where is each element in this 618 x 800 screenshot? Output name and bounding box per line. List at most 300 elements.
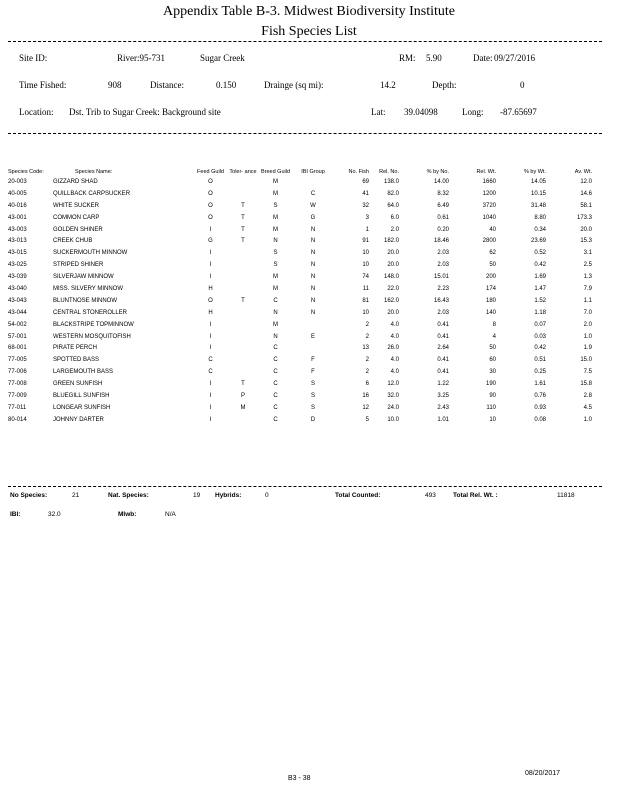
no-fish-cell: 5 bbox=[365, 416, 369, 423]
no-fish-cell: 41 bbox=[362, 190, 369, 197]
feed-guild-cell: O bbox=[208, 190, 213, 197]
av-wt-cell: 1.9 bbox=[583, 345, 592, 352]
species-code-cell: 43-040 bbox=[8, 285, 27, 292]
tolerance-cell: P bbox=[240, 392, 245, 399]
table-header-row bbox=[8, 146, 592, 176]
rel-no-cell: 22.0 bbox=[387, 285, 399, 292]
depth-value: 0 bbox=[520, 80, 525, 90]
pct-by-no-cell: 3.25 bbox=[437, 392, 449, 399]
miwb-value: N/A bbox=[165, 511, 176, 518]
no-fish-cell: 16 bbox=[362, 392, 369, 399]
species-name-cell: STRIPED SHINER bbox=[53, 262, 104, 269]
rel-wt-cell: 1200 bbox=[482, 190, 496, 197]
pct-by-wt-cell: 1.69 bbox=[534, 274, 546, 281]
feed-guild-cell: I bbox=[209, 416, 212, 423]
breed-guild-cell: S bbox=[273, 250, 278, 257]
rel-no-cell: 4.0 bbox=[390, 321, 399, 328]
species-name-cell: COMMON CARP bbox=[53, 214, 100, 221]
species-name-cell: LARGEMOUTH BASS bbox=[53, 369, 114, 376]
species-code-cell: 40-005 bbox=[8, 190, 27, 197]
species-code-cell: 43-001 bbox=[8, 214, 27, 221]
ibi-group-cell: D bbox=[310, 416, 316, 423]
rm-label: RM: bbox=[399, 53, 416, 63]
ibi-group-cell: N bbox=[310, 297, 316, 304]
ibi-group-cell: N bbox=[310, 309, 316, 316]
no-fish-cell: 81 bbox=[362, 297, 369, 304]
col-header-feed: Feed Guild bbox=[197, 169, 224, 175]
rel-no-cell: 82.0 bbox=[387, 190, 399, 197]
col-header-tolerance: Toler- ance bbox=[229, 169, 257, 175]
ibi-group-cell: N bbox=[310, 285, 316, 292]
no-fish-cell: 11 bbox=[362, 285, 369, 292]
rel-wt-cell: 40 bbox=[489, 226, 496, 233]
ibi-label: IBI: bbox=[10, 511, 21, 518]
drainage-value: 14.2 bbox=[380, 80, 396, 90]
rel-no-cell: 32.0 bbox=[387, 392, 399, 399]
rel-no-cell: 4.0 bbox=[390, 333, 399, 340]
miwb-label: MIwb: bbox=[118, 511, 137, 518]
pct-by-wt-cell: 1.18 bbox=[534, 309, 546, 316]
date-label: Date: bbox=[473, 53, 493, 63]
pct-by-wt-cell: 1.52 bbox=[534, 297, 546, 304]
pct-by-wt-cell: 0.08 bbox=[534, 416, 546, 423]
pct-by-wt-cell: 0.93 bbox=[534, 404, 546, 411]
rel-wt-cell: 180 bbox=[485, 297, 496, 304]
rel-wt-cell: 10 bbox=[489, 416, 496, 423]
tolerance-cell bbox=[228, 271, 258, 283]
feed-guild-cell: O bbox=[208, 297, 213, 304]
col-header-pct-wt: % by Wt. bbox=[523, 169, 546, 175]
tolerance-cell bbox=[228, 354, 258, 366]
tolerance-cell: T bbox=[241, 381, 245, 388]
table-row bbox=[8, 366, 592, 378]
lat-label: Lat: bbox=[371, 107, 386, 117]
rel-no-cell: 2.0 bbox=[390, 226, 399, 233]
ibi-group-cell bbox=[293, 342, 333, 354]
species-name-cell: BLUNTNOSE MINNOW bbox=[53, 297, 118, 304]
species-code-cell: 20-003 bbox=[8, 178, 27, 185]
site-id-value: River:95-731 bbox=[117, 53, 165, 63]
col-header-no-fish: No. Fish bbox=[348, 169, 369, 175]
rel-no-cell: 20.0 bbox=[387, 309, 399, 316]
table-row bbox=[8, 319, 592, 331]
tolerance-cell: T bbox=[241, 226, 245, 233]
col-header-name: Species Name: bbox=[75, 169, 113, 175]
pct-by-wt-cell: 0.03 bbox=[534, 333, 546, 340]
rel-no-cell: 4.0 bbox=[390, 369, 399, 376]
ibi-group-cell: S bbox=[310, 381, 315, 388]
pct-by-wt-cell: 0.42 bbox=[534, 345, 546, 352]
pct-by-wt-cell: 23.69 bbox=[530, 238, 546, 245]
species-code-cell: 77-011 bbox=[8, 404, 27, 411]
ibi-group-cell bbox=[293, 176, 333, 188]
feed-guild-cell: I bbox=[209, 321, 212, 328]
pct-by-no-cell: 8.32 bbox=[437, 190, 449, 197]
table-row bbox=[8, 378, 592, 390]
ibi-group-cell: N bbox=[310, 250, 316, 257]
lat-value: 39.04098 bbox=[404, 107, 438, 117]
drainage-label: Drainge (sq mi): bbox=[264, 80, 324, 90]
location-value: Dst. Trib to Sugar Creek: Background site bbox=[69, 107, 221, 117]
rel-wt-cell: 4 bbox=[492, 333, 496, 340]
feed-guild-cell: H bbox=[208, 309, 213, 316]
tolerance-cell: T bbox=[241, 214, 245, 221]
feed-guild-cell: I bbox=[209, 274, 212, 281]
pct-by-wt-cell: 0.42 bbox=[534, 262, 546, 269]
no-fish-cell: 32 bbox=[362, 202, 369, 209]
site-id-label: Site ID: bbox=[19, 53, 48, 63]
breed-guild-cell: C bbox=[273, 297, 278, 304]
species-code-cell: 80-014 bbox=[8, 416, 27, 423]
col-header-code: Species Code: bbox=[8, 169, 44, 175]
feed-guild-cell: C bbox=[208, 369, 213, 376]
tolerance-cell: T bbox=[241, 202, 245, 209]
species-code-cell: 77-009 bbox=[8, 392, 27, 399]
rel-wt-cell: 50 bbox=[489, 262, 496, 269]
pct-by-wt-cell: 31.48 bbox=[530, 202, 546, 209]
table-row bbox=[8, 390, 592, 402]
species-name-cell: GIZZARD SHAD bbox=[53, 178, 98, 185]
pct-by-no-cell: 1.22 bbox=[437, 381, 449, 388]
breed-guild-cell: M bbox=[273, 274, 278, 281]
feed-guild-cell: C bbox=[208, 357, 213, 364]
pct-by-wt-cell: 0.52 bbox=[534, 250, 546, 257]
pct-by-wt-cell: 1.61 bbox=[534, 381, 546, 388]
col-header-breed: Breed Guild bbox=[260, 169, 291, 175]
no-species-value: 21 bbox=[72, 492, 80, 499]
table-row bbox=[8, 342, 592, 354]
ibi-group-cell: N bbox=[310, 262, 316, 269]
av-wt-cell: 7.0 bbox=[583, 309, 592, 316]
no-fish-cell: 10 bbox=[362, 250, 369, 257]
no-fish-cell: 2 bbox=[365, 369, 369, 376]
table-row bbox=[8, 354, 592, 366]
ibi-group-cell: N bbox=[310, 226, 316, 233]
species-code-cell: 77-008 bbox=[8, 381, 27, 388]
breed-guild-cell: M bbox=[273, 321, 278, 328]
no-species-label: No Species: bbox=[10, 492, 48, 499]
tolerance-cell: T bbox=[241, 238, 245, 245]
ibi-group-cell: N bbox=[310, 274, 316, 281]
pct-by-no-cell: 0.20 bbox=[437, 226, 449, 233]
species-name-cell: CENTRAL STONEROLLER bbox=[53, 309, 128, 316]
feed-guild-cell: I bbox=[209, 226, 212, 233]
species-code-cell: 43-043 bbox=[8, 297, 27, 304]
breed-guild-cell: N bbox=[273, 333, 278, 340]
breed-guild-cell: M bbox=[273, 178, 278, 185]
time-fished-value: 908 bbox=[108, 80, 122, 90]
species-name-cell: GOLDEN SHINER bbox=[53, 226, 103, 233]
feed-guild-cell: I bbox=[209, 262, 212, 269]
rel-no-cell: 148.0 bbox=[383, 274, 399, 281]
rel-wt-cell: 60 bbox=[489, 357, 496, 364]
breed-guild-cell: S bbox=[273, 262, 278, 269]
species-name-cell: PIRATE PERCH bbox=[53, 345, 97, 352]
tolerance-cell bbox=[228, 307, 258, 319]
pct-by-no-cell: 0.61 bbox=[437, 214, 449, 221]
depth-label: Depth: bbox=[432, 80, 457, 90]
species-name-cell: JOHNNY DARTER bbox=[53, 416, 104, 423]
av-wt-cell: 12.0 bbox=[580, 178, 592, 185]
ibi-group-cell: S bbox=[310, 392, 315, 399]
pct-by-no-cell: 2.03 bbox=[437, 309, 449, 316]
pct-by-wt-cell: 1.47 bbox=[534, 285, 546, 292]
rel-wt-cell: 8 bbox=[492, 321, 496, 328]
av-wt-cell: 20.0 bbox=[580, 226, 592, 233]
rel-no-cell: 4.0 bbox=[390, 357, 399, 364]
ibi-group-cell: G bbox=[310, 214, 316, 221]
ibi-group-cell: W bbox=[310, 202, 316, 209]
table-row bbox=[8, 402, 592, 414]
table-row bbox=[8, 259, 592, 271]
hybrids-label: Hybrids: bbox=[215, 492, 242, 499]
total-counted-value: 493 bbox=[425, 492, 436, 499]
table-row bbox=[8, 188, 592, 200]
rel-wt-cell: 2800 bbox=[482, 238, 496, 245]
species-code-cell: 43-039 bbox=[8, 274, 27, 281]
pct-by-wt-cell: 0.76 bbox=[534, 392, 546, 399]
col-header-rel-wt: Rel. Wt. bbox=[476, 169, 496, 175]
av-wt-cell: 2.8 bbox=[583, 392, 592, 399]
av-wt-cell: 3.1 bbox=[583, 250, 592, 257]
species-name-cell: BLUEGILL SUNFISH bbox=[53, 392, 110, 399]
species-name-cell: QUILLBACK CARPSUCKER bbox=[53, 190, 131, 197]
tolerance-cell bbox=[228, 331, 258, 343]
av-wt-cell: 58.1 bbox=[580, 202, 592, 209]
species-name-cell: SILVERJAW MINNOW bbox=[53, 274, 114, 281]
pct-by-no-cell: 2.03 bbox=[437, 250, 449, 257]
no-fish-cell: 10 bbox=[362, 309, 369, 316]
species-code-cell: 57-001 bbox=[8, 333, 27, 340]
av-wt-cell: 7.9 bbox=[583, 285, 592, 292]
av-wt-cell: 2.0 bbox=[583, 321, 592, 328]
species-name-cell: MISS. SILVERY MINNOW bbox=[53, 285, 124, 292]
time-fished-label: Time Fished: bbox=[19, 80, 67, 90]
pct-by-no-cell: 0.41 bbox=[437, 357, 449, 364]
ibi-value: 32.0 bbox=[48, 511, 61, 518]
species-code-cell: 77-005 bbox=[8, 357, 27, 364]
rel-wt-cell: 30 bbox=[489, 369, 496, 376]
feed-guild-cell: I bbox=[209, 250, 212, 257]
table-row bbox=[8, 235, 592, 247]
breed-guild-cell: M bbox=[273, 285, 278, 292]
species-code-cell: 43-044 bbox=[8, 309, 27, 316]
breed-guild-cell: N bbox=[273, 309, 278, 316]
tolerance-cell bbox=[228, 247, 258, 259]
tolerance-cell: M bbox=[240, 404, 246, 411]
ibi-group-cell: F bbox=[311, 357, 315, 364]
rel-wt-cell: 90 bbox=[489, 392, 496, 399]
breed-guild-cell: M bbox=[273, 190, 278, 197]
breed-guild-cell: N bbox=[273, 238, 278, 245]
species-code-cell: 43-025 bbox=[8, 262, 27, 269]
tolerance-cell bbox=[228, 366, 258, 378]
species-name-cell: WESTERN MOSQUITOFISH bbox=[53, 333, 131, 340]
pct-by-wt-cell: 8.80 bbox=[534, 214, 546, 221]
pct-by-no-cell: 0.41 bbox=[437, 321, 449, 328]
pct-by-no-cell: 18.46 bbox=[433, 238, 449, 245]
feed-guild-cell: I bbox=[209, 381, 212, 388]
col-header-rel-no: Rel. No. bbox=[379, 169, 399, 175]
feed-guild-cell: I bbox=[209, 333, 212, 340]
no-fish-cell: 10 bbox=[362, 262, 369, 269]
rel-wt-cell: 190 bbox=[485, 381, 496, 388]
tolerance-cell bbox=[228, 259, 258, 271]
breed-guild-cell: C bbox=[273, 381, 278, 388]
tolerance-cell: T bbox=[241, 297, 245, 304]
no-fish-cell: 91 bbox=[362, 238, 369, 245]
tolerance-cell bbox=[228, 283, 258, 295]
distance-label: Distance: bbox=[150, 80, 184, 90]
av-wt-cell: 1.0 bbox=[583, 416, 592, 423]
no-fish-cell: 1 bbox=[365, 226, 369, 233]
table-row bbox=[8, 200, 592, 212]
print-date: 08/20/2017 bbox=[525, 770, 561, 777]
rel-wt-cell: 1660 bbox=[482, 178, 496, 185]
table-row bbox=[8, 331, 592, 343]
rel-wt-cell: 1040 bbox=[482, 214, 496, 221]
av-wt-cell: 1.3 bbox=[583, 274, 592, 281]
rel-wt-cell: 174 bbox=[485, 285, 496, 292]
rel-no-cell: 162.0 bbox=[383, 297, 399, 304]
page-title: Appendix Table B-3. Midwest Biodiversity Institute bbox=[163, 4, 455, 19]
page-subtitle: Fish Species List bbox=[261, 24, 357, 39]
col-header-av-wt: Av. Wt. bbox=[574, 169, 592, 175]
species-name-cell: GREEN SUNFISH bbox=[53, 381, 103, 388]
table-row bbox=[8, 307, 592, 319]
breed-guild-cell: M bbox=[273, 214, 278, 221]
rel-no-cell: 20.0 bbox=[387, 262, 399, 269]
tolerance-cell bbox=[228, 342, 258, 354]
rel-wt-cell: 50 bbox=[489, 345, 496, 352]
ibi-group-cell bbox=[293, 319, 333, 331]
av-wt-cell: 173.3 bbox=[576, 214, 592, 221]
tolerance-cell bbox=[228, 188, 258, 200]
species-table bbox=[8, 146, 592, 426]
pct-by-no-cell: 1.01 bbox=[437, 416, 449, 423]
species-name-cell: CREEK CHUB bbox=[53, 238, 93, 245]
table-row bbox=[8, 414, 592, 426]
tolerance-cell bbox=[228, 414, 258, 426]
feed-guild-cell: O bbox=[208, 202, 213, 209]
pct-by-no-cell: 2.23 bbox=[437, 285, 449, 292]
species-name-cell: SUCKERMOUTH MINNOW bbox=[53, 250, 128, 257]
rel-no-cell: 26.0 bbox=[387, 345, 399, 352]
location-label: Location: bbox=[19, 107, 54, 117]
breed-guild-cell: C bbox=[273, 404, 278, 411]
pct-by-no-cell: 14.00 bbox=[433, 178, 449, 185]
breed-guild-cell: C bbox=[273, 357, 278, 364]
av-wt-cell: 4.5 bbox=[583, 404, 592, 411]
species-code-cell: 43-013 bbox=[8, 238, 27, 245]
no-fish-cell: 13 bbox=[362, 345, 369, 352]
page-number: B3 - 38 bbox=[288, 775, 311, 782]
breed-guild-cell: C bbox=[273, 345, 278, 352]
species-code-cell: 43-003 bbox=[8, 226, 27, 233]
no-fish-cell: 6 bbox=[365, 381, 369, 388]
rel-no-cell: 20.0 bbox=[387, 250, 399, 257]
feed-guild-cell: O bbox=[208, 214, 213, 221]
ibi-group-cell: N bbox=[310, 238, 316, 245]
pct-by-no-cell: 2.64 bbox=[437, 345, 449, 352]
table-row bbox=[8, 271, 592, 283]
pct-by-no-cell: 0.41 bbox=[437, 333, 449, 340]
table-row bbox=[8, 283, 592, 295]
long-value: -87.65697 bbox=[500, 107, 537, 117]
pct-by-no-cell: 16.43 bbox=[433, 297, 449, 304]
av-wt-cell: 1.0 bbox=[583, 333, 592, 340]
feed-guild-cell: I bbox=[209, 345, 212, 352]
av-wt-cell: 14.6 bbox=[580, 190, 592, 197]
table-row bbox=[8, 176, 592, 188]
rel-wt-cell: 62 bbox=[489, 250, 496, 257]
rel-no-cell: 64.0 bbox=[387, 202, 399, 209]
breed-guild-cell: C bbox=[273, 416, 278, 423]
species-code-cell: 77-006 bbox=[8, 369, 27, 376]
table-divider bbox=[8, 133, 602, 134]
top-divider bbox=[8, 41, 602, 42]
pct-by-no-cell: 15.01 bbox=[433, 274, 449, 281]
rel-wt-cell: 200 bbox=[485, 274, 496, 281]
av-wt-cell: 15.0 bbox=[580, 357, 592, 364]
species-name-cell: LONGEAR SUNFISH bbox=[53, 404, 111, 411]
av-wt-cell: 15.3 bbox=[580, 238, 592, 245]
date-value: 09/27/2016 bbox=[494, 53, 536, 63]
table-row bbox=[8, 247, 592, 259]
rel-no-cell: 10.0 bbox=[387, 416, 399, 423]
pct-by-wt-cell: 10.15 bbox=[530, 190, 546, 197]
feed-guild-cell: I bbox=[209, 404, 212, 411]
breed-guild-cell: M bbox=[273, 226, 278, 233]
no-fish-cell: 69 bbox=[362, 178, 369, 185]
long-label: Long: bbox=[462, 107, 484, 117]
rel-no-cell: 182.0 bbox=[383, 238, 399, 245]
species-name-cell: BLACKSTRIPE TOPMINNOW bbox=[53, 321, 134, 328]
no-fish-cell: 2 bbox=[365, 333, 369, 340]
ibi-group-cell: F bbox=[311, 369, 315, 376]
rel-no-cell: 6.0 bbox=[390, 214, 399, 221]
col-header-ibi: IBI Group bbox=[301, 169, 325, 175]
ibi-group-cell: E bbox=[310, 333, 315, 340]
pct-by-wt-cell: 14.05 bbox=[530, 178, 546, 185]
species-name-cell: WHITE SUCKER bbox=[53, 202, 100, 209]
rel-wt-cell: 140 bbox=[485, 309, 496, 316]
col-header-pct-no: % by No. bbox=[426, 169, 449, 175]
species-code-cell: 43-015 bbox=[8, 250, 27, 257]
breed-guild-cell: C bbox=[273, 392, 278, 399]
rel-wt-cell: 110 bbox=[486, 404, 496, 411]
species-name-cell: SPOTTED BASS bbox=[53, 357, 100, 364]
total-rel-wt-label: Total Rel. Wt. : bbox=[453, 492, 498, 499]
av-wt-cell: 1.1 bbox=[583, 297, 592, 304]
summary-divider bbox=[8, 486, 602, 487]
ibi-group-cell: C bbox=[310, 190, 316, 197]
tolerance-cell bbox=[228, 176, 258, 188]
pct-by-wt-cell: 0.51 bbox=[534, 357, 546, 364]
distance-value: 0.150 bbox=[216, 80, 237, 90]
no-fish-cell: 12 bbox=[362, 404, 369, 411]
feed-guild-cell: G bbox=[208, 238, 213, 245]
av-wt-cell: 15.8 bbox=[580, 381, 592, 388]
rel-no-cell: 138.0 bbox=[383, 178, 399, 185]
rel-no-cell: 12.0 bbox=[387, 381, 399, 388]
species-code-cell: 40-016 bbox=[8, 202, 27, 209]
av-wt-cell: 2.5 bbox=[583, 262, 592, 269]
feed-guild-cell: O bbox=[208, 178, 213, 185]
pct-by-no-cell: 0.41 bbox=[437, 369, 449, 376]
rel-no-cell: 24.0 bbox=[387, 404, 399, 411]
breed-guild-cell: S bbox=[273, 202, 278, 209]
